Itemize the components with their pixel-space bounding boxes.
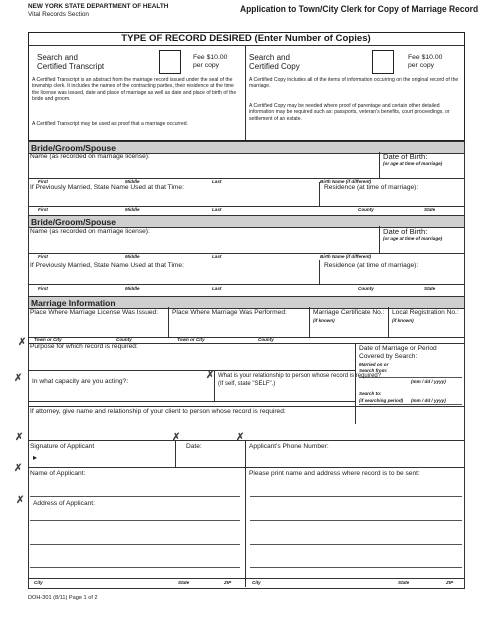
party2-prev-first-caption: First (38, 286, 48, 291)
party1-res-field[interactable] (324, 192, 462, 205)
party1-prev-last-caption: Last (212, 207, 222, 212)
party2-first-caption: First (38, 254, 48, 259)
party2-res-field[interactable] (324, 270, 462, 283)
transcript-title-line1: Search and (37, 53, 78, 62)
zip1-caption: ZIP (224, 580, 232, 585)
party2-prev-field[interactable] (30, 270, 315, 283)
party1-prev-first-caption: First (38, 207, 48, 212)
party1-prev-middle-caption: Middle (125, 207, 140, 212)
town1-caption: Town or City (34, 337, 62, 342)
date-label: Date: (186, 443, 202, 450)
cert-no-label: Marriage Certificate No.: (313, 309, 385, 316)
agency-name: NEW YORK STATE DEPARTMENT OF HEALTH (28, 3, 169, 10)
relationship-check-mark: ✗ (206, 370, 215, 381)
state2-caption: State (398, 580, 410, 585)
party2-band: Bride/Groom/Spouse (28, 215, 464, 228)
purpose-check-mark: ✗ (18, 337, 27, 348)
signature-field[interactable] (42, 450, 170, 465)
performed-place-label: Place Where Marriage Was Performed: (172, 309, 287, 316)
phone-check-mark: ✗ (236, 432, 245, 443)
party1-name-field[interactable] (30, 160, 375, 173)
cert-no-field[interactable] (313, 324, 385, 335)
form-id: DOH-301 (8/11) Page 1 of 2 (28, 595, 98, 601)
party2-prev-label: If Previously Married, State Name Used at that Time: (30, 262, 184, 269)
license-place-field[interactable] (30, 317, 164, 334)
record-type-heading: TYPE OF RECORD DESIRED (Enter Number of Copies) (121, 33, 371, 44)
party1-dob-label: Date of Birth: (383, 152, 428, 161)
applicant-name-field[interactable] (30, 478, 240, 494)
party1-dob-hint: (or age at time of marriage) (383, 161, 443, 166)
party2-county-caption: County (358, 286, 374, 291)
cert-no-hint: (if known) (313, 318, 335, 323)
party2-birthname-caption: Birth Name (if different) (320, 254, 372, 259)
address-check-mark: ✗ (16, 495, 25, 506)
to-date-format-caption: (mm / dd / yyyy) (411, 398, 446, 403)
copy-title-line2: Certified Copy (249, 62, 300, 71)
party1-prev-label: If Previously Married, State Name Used at that Time: (30, 184, 184, 191)
city2-caption: City (252, 580, 261, 585)
print-prompt-label: Please print name and address where record is to be sent: (249, 470, 420, 477)
married-on-caption: Married on or (359, 362, 389, 367)
zip2-caption: ZIP (446, 580, 454, 585)
date-period-label2: Covered by Search: (359, 353, 418, 360)
local-reg-hint: (if known) (392, 318, 414, 323)
party1-band: Bride/Groom/Spouse (28, 141, 464, 154)
party2-name-label: Name (as recorded on marriage license): (30, 228, 150, 235)
name-check-mark: ✗ (14, 463, 23, 474)
party2-name-field[interactable] (30, 235, 375, 248)
date-check-mark: ✗ (172, 432, 181, 443)
capacity-check-mark: ✗ (14, 373, 23, 384)
license-place-label: Place Where Marriage License Was Issued: (30, 309, 159, 316)
copy-fee: Fee $10.00 (408, 54, 443, 61)
local-reg-label: Local Registration No.: (392, 309, 459, 316)
party2-prev-middle-caption: Middle (125, 286, 140, 291)
form-title: Application to Town/City Clerk for Copy of Marriage Record (240, 4, 479, 15)
attorney-field[interactable] (30, 416, 462, 438)
copy-fee-unit: per copy (408, 62, 435, 69)
search-to-caption: Search to: (359, 391, 382, 396)
marriage-band: Marriage Information (28, 296, 464, 309)
mail-address-field[interactable] (250, 500, 462, 574)
party1-name-label: Name (as recorded on marriage license): (30, 153, 150, 160)
party1-birthname-caption: Birth Name (if different) (320, 179, 372, 184)
transcript-copies-input[interactable] (159, 50, 181, 74)
signature-check-mark: ✗ (15, 432, 24, 443)
section-name: Vital Records Section (28, 11, 89, 18)
party2-res-label: Residence (at time of marriage): (324, 262, 419, 269)
town2-caption: Town or City (177, 337, 205, 342)
performed-place-field[interactable] (172, 317, 306, 334)
transcript-fee-unit: per copy (193, 62, 220, 69)
search-to-hint: (if searching period) (359, 398, 404, 403)
signature-label: Signature of Applicant (30, 443, 95, 450)
copy-description: A Certified Copy includes all of the items of information occurring on the original record of the marriage. (249, 77, 459, 90)
phone-label: Applicant's Phone Number: (249, 443, 329, 450)
relationship-label1: What is your relationship to person whose record is required? (218, 373, 382, 379)
capacity-field[interactable] (30, 386, 210, 400)
party1-prev-field[interactable] (30, 192, 315, 205)
search-from-caption: Search from: (359, 368, 388, 373)
transcript-note: A Certified Transcript may be used as proof that a marriage occurred. (32, 121, 188, 127)
date-field[interactable] (186, 451, 241, 465)
party1-dob-field[interactable] (382, 167, 462, 177)
signature-arrow-icon: ▸ (33, 453, 38, 462)
copy-title-line1: Search and (249, 53, 290, 62)
applicant-name-label: Name of Applicant: (30, 470, 86, 477)
party1-first-caption: First (38, 179, 48, 184)
date-period-label1: Date of Marriage or Period (359, 345, 437, 352)
party2-middle-caption: Middle (125, 254, 140, 259)
purpose-field[interactable] (30, 351, 348, 366)
party2-dob-field[interactable] (382, 242, 462, 252)
relationship-field[interactable] (218, 389, 350, 400)
phone-field[interactable] (249, 451, 461, 465)
local-reg-field[interactable] (392, 324, 462, 335)
party1-last-caption: Last (212, 179, 222, 184)
city1-caption: City (34, 580, 43, 585)
party2-last-caption: Last (212, 254, 222, 259)
applicant-address-label: Address of Applicant: (33, 500, 95, 507)
copy-copies-input[interactable] (372, 50, 394, 74)
copy-note: A Certified Copy may be needed where proof of parentage and certain other detailed information may be required such as: passports, veteran's benefits, court proceedings, or settlement of an estate. (249, 103, 450, 122)
party2-state-caption: State (424, 286, 436, 291)
transcript-description: A Certified Transcript is an abstract from the marriage record issued under the seal of the township clerk. It includes the names of the contracting parties, their residence at the time the license was issued, date and place of marriage as well as date and place of birth of the bride and groom. (32, 77, 237, 103)
search-from-field[interactable] (385, 362, 461, 374)
party1-res-label: Residence (at time of marriage): (324, 184, 419, 191)
from-date-format-caption: (mm / dd / yyyy) (411, 379, 446, 384)
party1-state-caption: State (424, 207, 436, 212)
attorney-label: If attorney, give name and relationship of your client to person whose record is required: (30, 408, 286, 415)
party2-prev-last-caption: Last (212, 286, 222, 291)
relationship-label2: (If self, state "SELF".) (218, 381, 276, 387)
party1-middle-caption: Middle (125, 179, 140, 184)
capacity-label: In what capacity are you acting?: (32, 378, 129, 385)
county2-caption: County (258, 337, 274, 342)
mail-name-field[interactable] (250, 478, 462, 495)
purpose-label: Purpose for which record is required: (30, 343, 138, 350)
party2-dob-hint: (or age at time of marriage) (383, 236, 443, 241)
party2-dob-label: Date of Birth: (383, 227, 428, 236)
transcript-fee: Fee $10.00 (193, 54, 228, 61)
county1-caption: County (116, 337, 132, 342)
applicant-address-field[interactable] (30, 509, 240, 574)
party1-county-caption: County (358, 207, 374, 212)
transcript-title-line2: Certified Transcript (37, 62, 105, 71)
state1-caption: State (178, 580, 190, 585)
